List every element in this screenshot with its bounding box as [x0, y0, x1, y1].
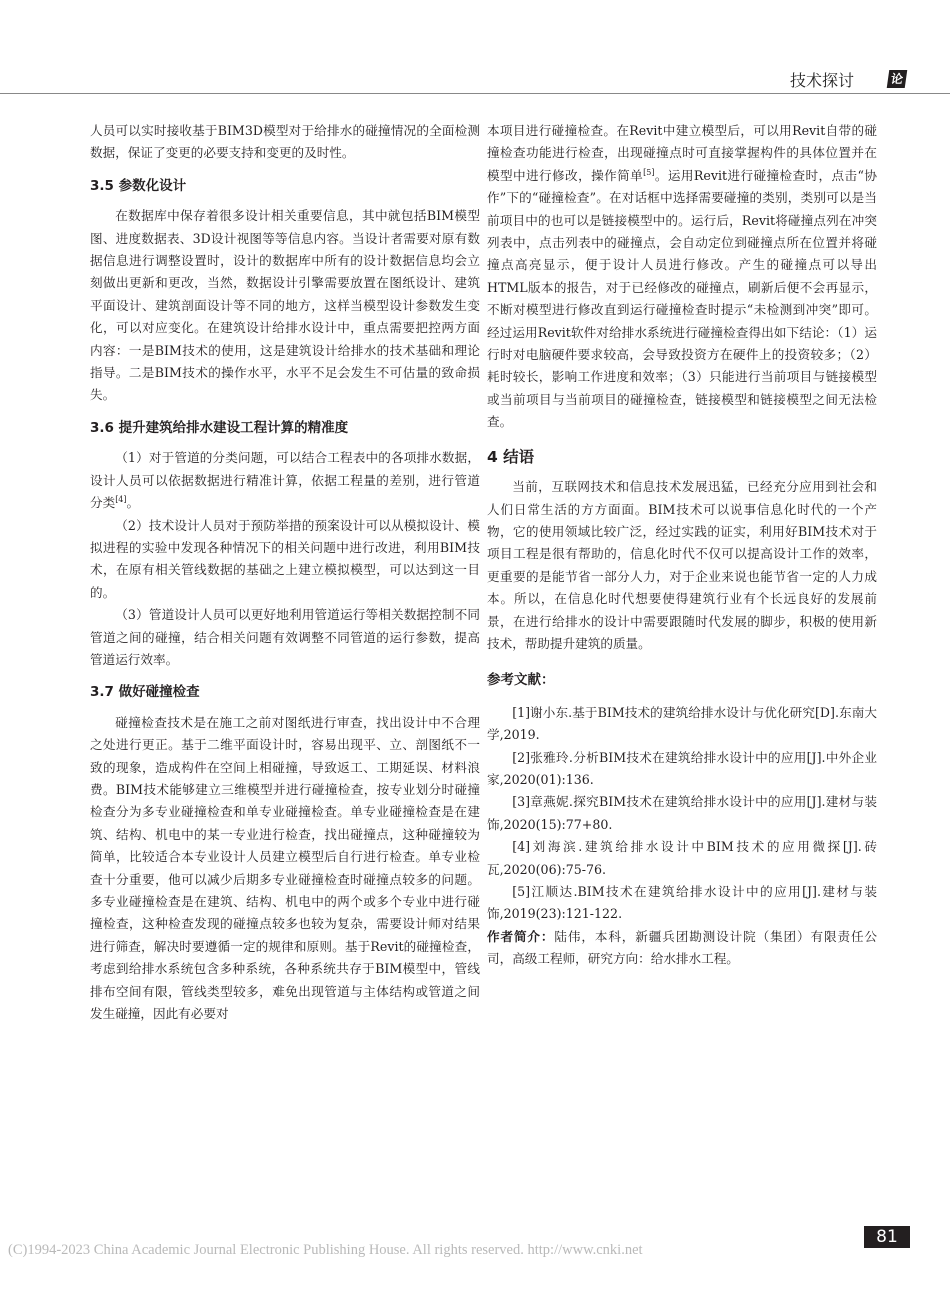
reference-item: [1]谢小东.基于BIM技术的建筑给排水设计与优化研究[D].东南大学,2019.	[487, 704, 877, 743]
text: 。运用Revit进行碰撞检查时，点击“协作”下的“碰撞检查”。在对话框中选择需要碰撞的类别，类别可以是当前项目中的也可以是链接模型中的。运行后，Revit将碰撞点列在冲突列表中，点击列表中的碰撞点，会自动定位到碰撞点所在位置并将碰撞点高亮显示，便于设计人员进行修改。产生的碰撞点可以导出HTML版本的报告，对于已经修改的碰撞点，刷新后便不会再显示，不断对模型进行修改直到运行碰撞检查时提示“未检测到冲突”即可。经过运用Revit软件对给排水系统进行碰撞检查得出如下结论：（1）运行时对电脑硬件要求较高，会导致投资方在硬件上的投资较多；（2）耗时较长，影响工作进度和效率；（3）只能进行当前项目与链接模型或当前项目与当前项目的碰撞检查，链接模型和链接模型之间无法检查。	[487, 167, 878, 430]
reference-item: [2]张雅玲.分析BIM技术在建筑给排水设计中的应用[J].中外企业家,2020(01):136.	[487, 749, 877, 787]
heading-3-5: 3.5 参数化设计	[90, 177, 187, 194]
reference-list	[487, 702, 877, 926]
heading-3-6: 3.6 提升建筑给排水建设工程计算的精准度	[90, 419, 349, 436]
paragraph: （2）技术设计人员对于预防举措的预案设计可以从模拟设计、模拟进程的实验中发现各种情况下的相关问题中进行改进，利用BIM技术，在原有相关管线数据的基础之上建立模拟模型，可以达到这一目的。	[90, 517, 480, 600]
paragraph	[90, 447, 480, 514]
bio-label: 作者简介：	[487, 928, 555, 944]
journal-logo-icon: 论	[887, 70, 908, 88]
left-column	[90, 120, 480, 1025]
copyright-footer: (C)1994-2023 China Academic Journal Electronic Publishing House. All rights reserved. http://www.cnki.net	[8, 1242, 643, 1258]
bio-text: 陆伟，本科，新疆兵团勘测设计院（集团）有限责任公司，高级工程师，研究方向：给水排水工程。	[487, 928, 878, 967]
text: 本项目进行碰撞检查。在Revit中建立模型后，可以用Revit自带的碰撞检查功能进行检查，出现碰撞点时可直接掌握构件的具体位置并在模型中进行修改，操作简单	[487, 123, 877, 183]
reference-item: [4]刘海滨.建筑给排水设计中BIM技术的应用微探[J].砖瓦,2020(06):75-76.	[487, 839, 877, 877]
paragraph: 在数据库中保存着很多设计相关重要信息，其中就包括BIM模型图、进度数据表、3D设计视图等等信息内容。当设计者需要对原有数据信息进行调整设置时，设计的数据库中所有的设计数据信息均会立刻做出更新和更改，当然，数据设计引擎需要放置在图纸设计、建筑平面设计、建筑剖面设计等不同的地方，这样当模型设计参数发生变化，可以对应变化。在建筑设计给排水设计中，重点需要把控两方面内容：一是BIM技术的使用，这是建筑设计给排水的技术基础和理论指导。二是BIM技术的操作水平，水平不足会发生不可估量的致命损失。	[90, 208, 480, 403]
paragraph	[487, 120, 877, 434]
section-title: 技术探讨	[790, 71, 855, 90]
citation: [4]	[115, 494, 127, 504]
paragraph: 碰撞检查技术是在施工之前对图纸进行审查，找出设计中不合理之处进行更正。基于二维平面设计时，容易出现平、立、剖图纸不一致的现象，造成构件在空间上相碰撞，导致返工、工期延误、材料浪费。BIM技术能够建立三维模型并进行碰撞检查，按专业划分时碰撞检查分为多专业碰撞检查和单专业碰撞检查。单专业碰撞检查是在建筑、结构、机电中的某一专业进行检查，找出碰撞点，这种碰撞较为简单，比较适合本专业设计人员建立模型后自行进行检查。单专业检查十分重要，他可以减少后期多专业碰撞检查时碰撞点较多的问题。多专业碰撞检查是在建筑、结构、机电中的两个或多个专业中进行碰撞检查，这种检查发现的碰撞点较多也较为复杂，需要设计师对结果进行筛查，解决时要遵循一定的规律和原则。基于Revit的碰撞检查，考虑到给排水系统包含多种系统，各种系统共存于BIM模型中，管线排布空间有限，管线类型较多，难免出现管道与主体结构或管道之间发生碰撞，因此有必要对	[90, 714, 480, 1022]
text: 。	[126, 495, 140, 511]
author-bio	[487, 926, 877, 971]
paragraph: 当前，互联网技术和信息技术发展迅猛，已经充分应用到社会和人们日常生活的方方面面。BIM技术可以说事信息化时代的一个产物，它的使用领域比较广泛，经过实践的证实，利用好BIM技术对于项目工程是很有帮助的，信息化时代不仅可以提高设计工作的效率，更重要的是能节省一部分人力，对于企业来说也能节省一定的人力成本。所以，在信息化时代想要使得建筑行业有个长远良好的发展前景，在进行给排水的设计中需要跟随时代发展的脚步，积极的使用新技术，帮助提升建筑的质量。	[487, 479, 877, 651]
paragraph: 人员可以实时接收基于BIM3D模型对于给排水的碰撞情况的全面检测数据，保证了变更的必要支持和变更的及时性。	[90, 123, 480, 161]
references-title: 参考文献：	[487, 672, 555, 689]
header-divider	[0, 93, 950, 94]
heading-3-7: 3.7 做好碰撞检查	[90, 684, 200, 701]
page-number: 81	[864, 1226, 910, 1248]
paragraph: （3）管道设计人员可以更好地利用管道运行等相关数据控制不同管道之间的碰撞，结合相关问题有效调整不同管道的运行参数，提高管道运行效率。	[90, 607, 480, 667]
text: （1）对于管道的分类问题，可以结合工程表中的各项排水数据，设计人员可以依据数据进行精准计算，依据工程量的差别，进行管道分类	[90, 450, 480, 511]
right-column	[487, 120, 877, 971]
heading-4: 4 结语	[487, 447, 535, 466]
reference-item: [5]江顺达.BIM技术在建筑给排水设计中的应用[J].建材与装饰,2019(23):121-122.	[487, 884, 877, 922]
citation: [5]	[643, 167, 655, 177]
reference-item: [3]章燕妮.探究BIM技术在建筑给排水设计中的应用[J].建材与装饰,2020(15):77+80.	[487, 794, 877, 832]
